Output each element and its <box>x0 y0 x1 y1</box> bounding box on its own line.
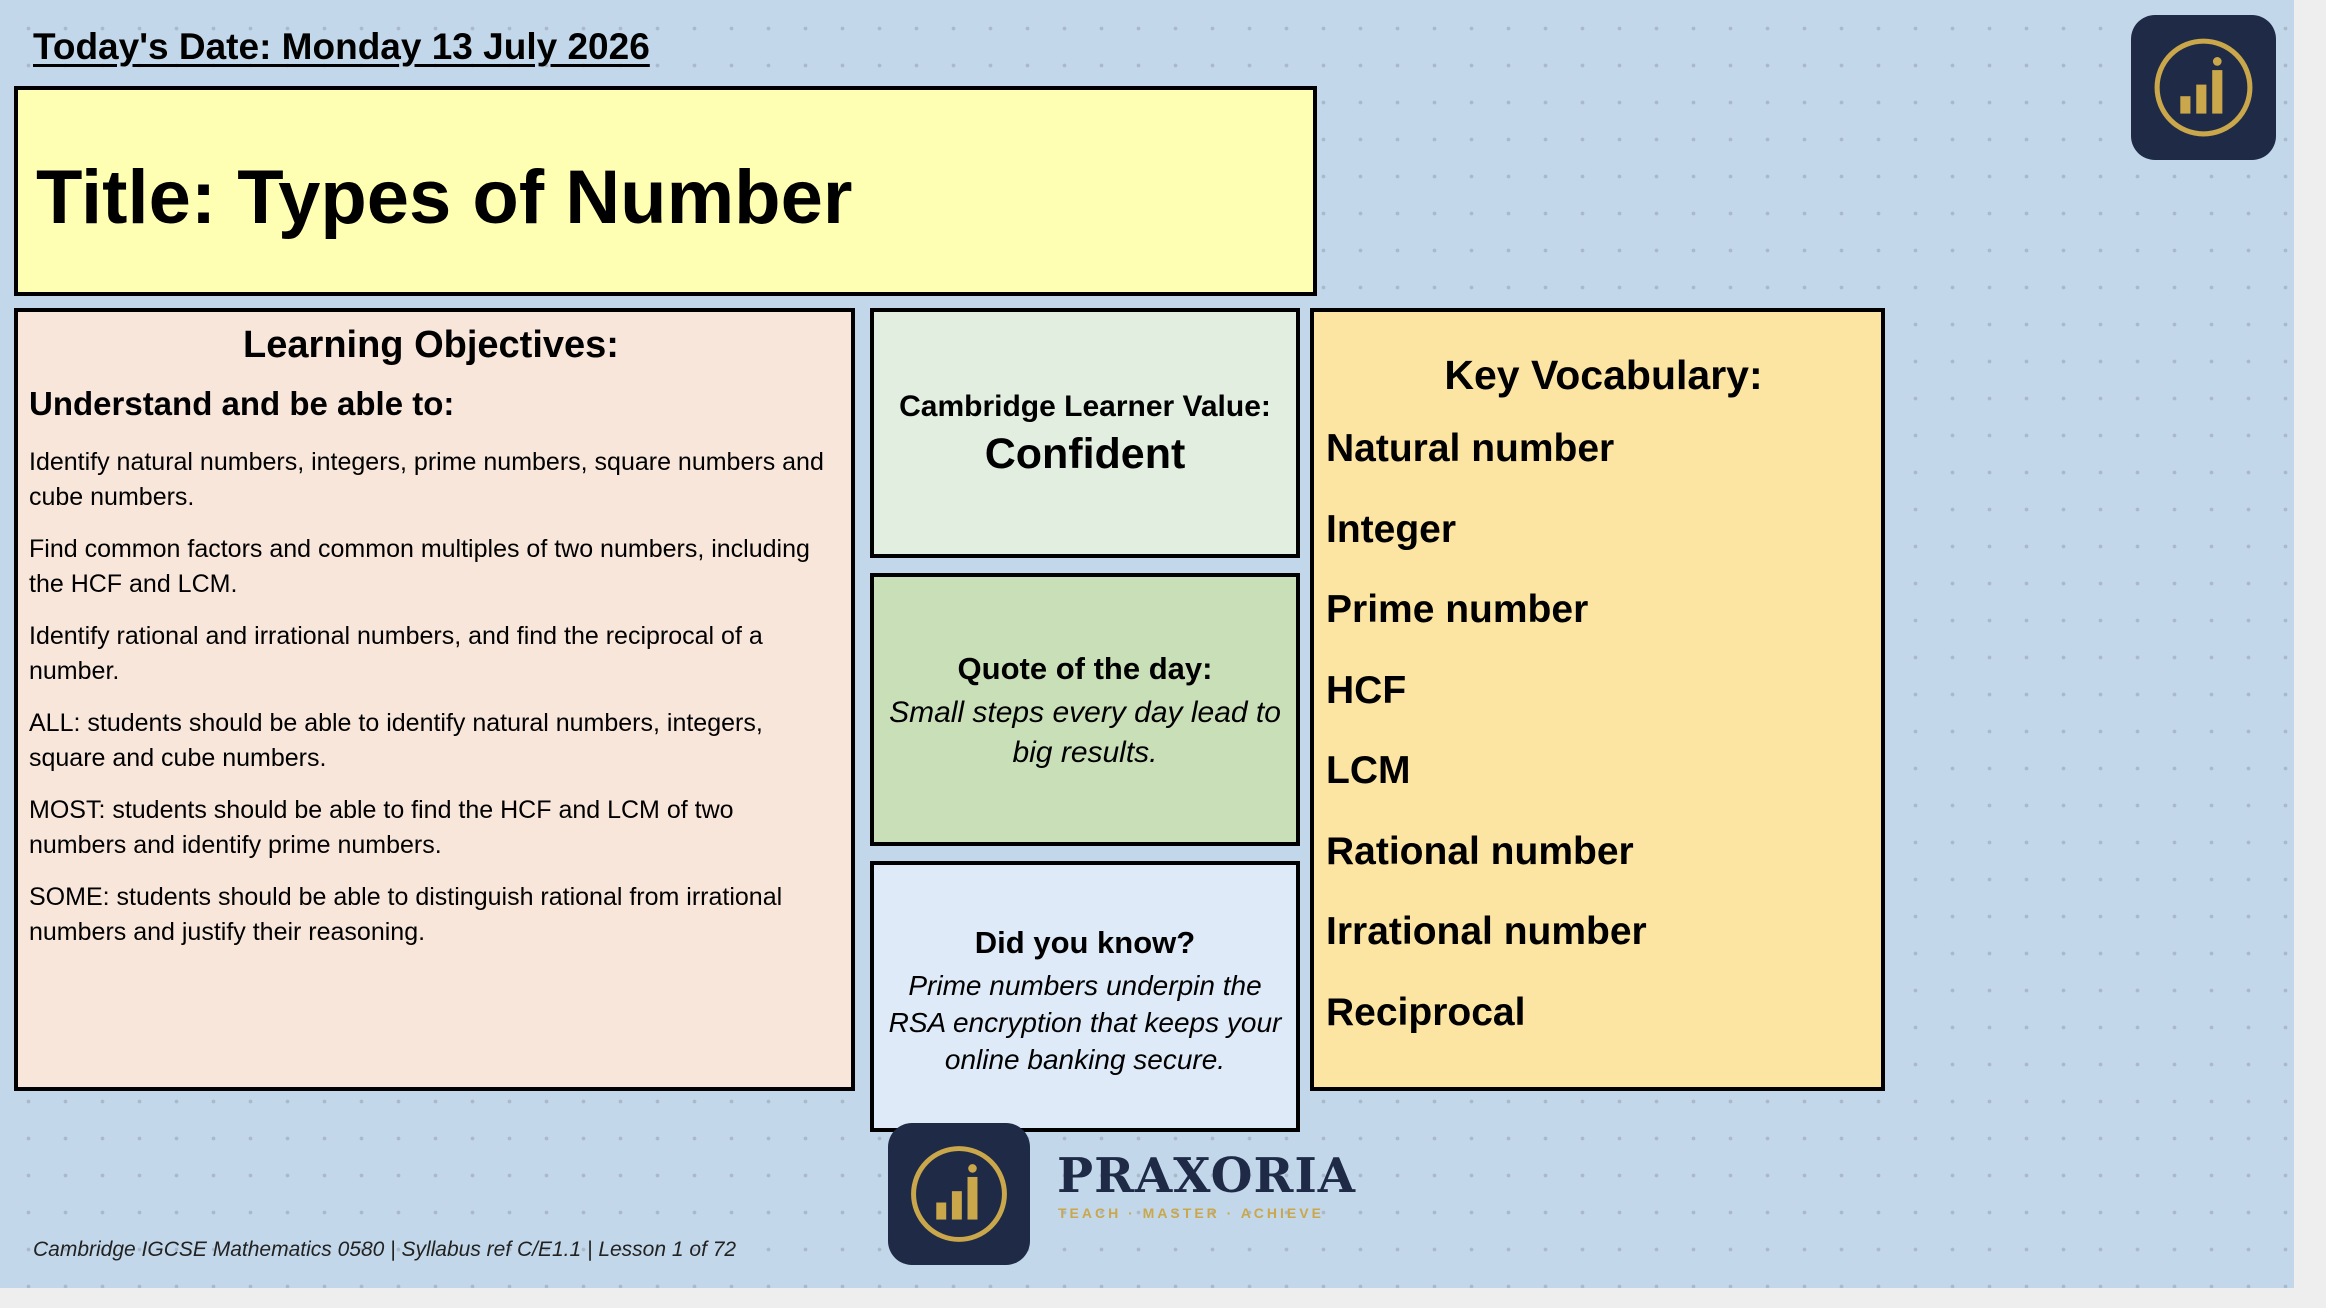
vocabulary-term: Natural number <box>1326 427 1615 470</box>
brand-tagline: TEACH · MASTER · ACHIEVE <box>1058 1205 1324 1221</box>
did-you-know-text: Prime numbers underpin the RSA encryption that keeps your online banking secure. <box>888 970 1282 1075</box>
vocabulary-list <box>1326 423 1881 1067</box>
objective-item: MOST: students should be able to find the HCF and LCM of two numbers and identify prime numbers. <box>29 796 734 859</box>
vocabulary-term: Reciprocal <box>1326 990 1526 1034</box>
objective-item: ALL: students should be able to identify natural numbers, integers, square and cube numbers. <box>29 709 763 772</box>
did-you-know-box <box>870 861 1300 1132</box>
vocabulary-term: Irrational number <box>1326 910 1647 953</box>
bar-chart-circle-icon <box>888 1123 1030 1265</box>
objectives-subheading: Understand and be able to: <box>29 385 455 422</box>
learner-value-label: Cambridge Learner Value: <box>899 390 1271 423</box>
did-you-know-label: Did you know? <box>974 925 1196 960</box>
learner-value-box <box>870 308 1300 558</box>
learning-objectives-box <box>14 308 855 1091</box>
vocabulary-term: HCF <box>1326 668 1407 712</box>
vocabulary-term: Prime number <box>1326 588 1589 631</box>
vocabulary-heading: Key Vocabulary: <box>1444 352 1763 398</box>
page-title: Title: Types of Number <box>36 155 853 240</box>
brand-name: PRAXORIA <box>1057 1148 1357 1204</box>
quote-label: Quote of the day: <box>957 651 1213 686</box>
objective-item: Find common factors and common multiples of two numbers, including the HCF and LCM. <box>29 535 810 598</box>
learner-value: Confident <box>984 430 1186 478</box>
vocabulary-term: Rational number <box>1326 829 1634 873</box>
bar-chart-circle-icon <box>2131 15 2276 160</box>
objective-item: Identify rational and irrational numbers, and find the reciprocal of a number. <box>29 622 763 685</box>
quote-box <box>870 573 1300 846</box>
title-box <box>14 86 1317 296</box>
objective-item: Identify natural numbers, integers, prime numbers, square numbers and cube numbers. <box>29 448 824 511</box>
objectives-heading: Learning Objectives: <box>243 324 619 366</box>
vocabulary-term: Integer <box>1326 507 1457 551</box>
quote-text: Small steps every day lead to big results. <box>889 696 1281 769</box>
logo-top <box>2131 15 2276 160</box>
objective-item: SOME: students should be able to distinguish rational from irrational numbers and justify their reasoning. <box>29 883 783 946</box>
key-vocabulary-box <box>1310 308 1885 1091</box>
date-label: Today's Date: Monday 13 July 2026 <box>33 26 650 67</box>
vocabulary-term: LCM <box>1326 749 1411 792</box>
logo-bottom <box>888 1123 1030 1265</box>
footer-text: Cambridge IGCSE Mathematics 0580 | Syllabus ref C/E1.1 | Lesson 1 of 72 <box>33 1238 737 1261</box>
